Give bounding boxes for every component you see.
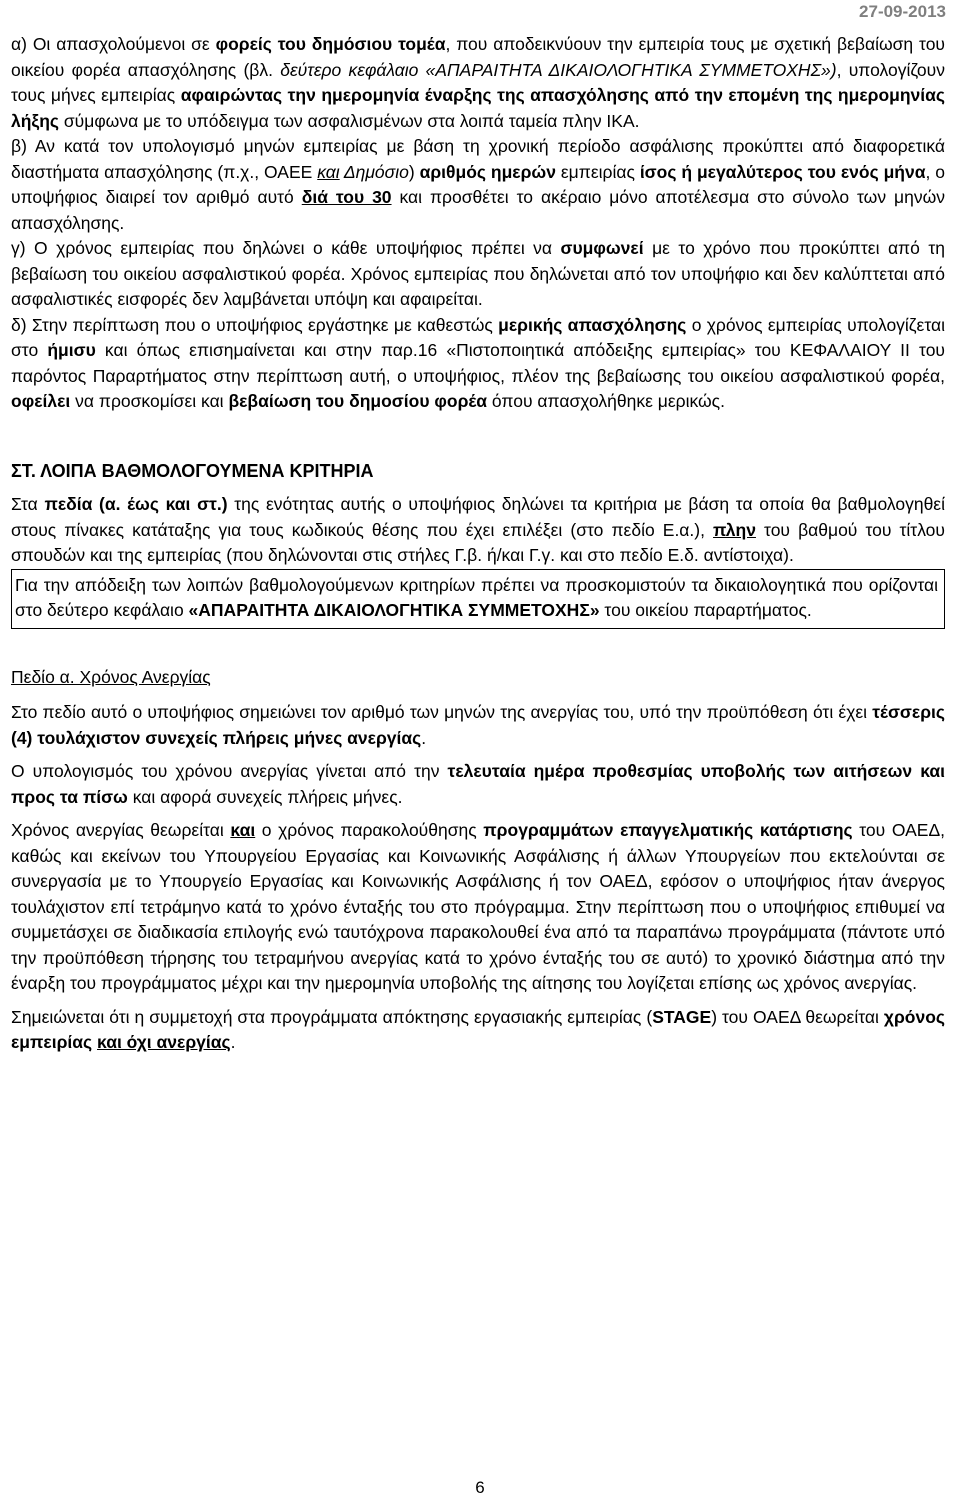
paragraph-unemployment-4: Σημειώνεται ότι η συμμετοχή στα προγράμματα απόκτησης εργασιακής εμπειρίας (STAGE) του ΟΑΕΔ θεωρείται χρόνος εμπειρίας και όχι ανεργίας. (11, 1006, 946, 1052)
page-number: 6 (475, 1478, 485, 1497)
paragraph-c: γ) Ο χρόνος εμπειρίας που δηλώνει ο κάθε υποψήφιος πρέπει να συμφωνεί με το χρόνο που προκύπτει από τη βεβαίωση του οικείου ασφαλιστικού φορέα. Χρόνος εμπειρίας που δηλώνεται από τον υποψήφιο και δεν καλύπτεται από ασφαλιστικές εισφορές δεν λαμβάνεται υπόψη και αφαιρείται. (11, 238, 945, 309)
paragraph-unemployment-3: Χρόνος ανεργίας θεωρείται και ο χρόνος παρακολούθησης προγραμμάτων επαγγελματικής κατάρτισης του ΟΑΕΔ, καθώς και εκείνων του Υπουργείου Εργασίας και Κοινωνικής Ασφάλισης ή άλλων Υπουργείων που εκτελούνται σε συνεργασία με το Υπουργείο Εργασίας και Κοινωνικής Ασφάλισης ή τον ΟΑΕΔ, εφόσον ο υποψήφιος ήταν άνεργος τουλάχιστον επί τετράμηνο κατά το χρόνο ένταξής του στο πρόγραμμα. Στην περίπτωση που ο υποψήφιος επιθυμεί να συμμετάσχει σε διαδικασία επιλογής ενώ ταυτόχρονα παρακολουθεί ένα από τα παραπάνω προγράμματα (πάντοτε υπό την προϋπόθεση τήρησης του τετραμήνου ανεργίας κατά το χρόνο ένταξής του σε αυτό) το χρονικό διάστημα από την έναρξη του προγράμματος μέχρι και την ημερομηνία υποβολής της αίτησης του λογίζεται επίσης ως χρόνος ανεργίας. (11, 820, 946, 993)
boxed-note: Για την απόδειξη των λοιπών βαθμολογούμενων κριτηρίων πρέπει να προσκομιστούν τα δικαιολογητικά που ορίζονται στο δεύτερο κεφάλαιο «ΑΠΑΡΑΙΤΗΤΑ ΔΙΚΑΙΟΛΟΓΗΤΙΚΑ ΣΥΜΜΕΤΟΧΗΣ» του οικείου παραρτήματος. (11, 569, 945, 629)
document-body (11, 32, 945, 1056)
paragraph-fields: Στα πεδία (α. έως και στ.) της ενότητας αυτής ο υποψήφιος δηλώνει τα κριτήρια με βάση τα οποία θα βαθμολογηθεί στους πίνακες κατάταξης για τους κωδικούς θέσης που έχει επιλέξει (στο πεδίο Ε.α.), πλην του βαθμού του τίτλου σπουδών και της εμπειρίας (που δηλώνονται στις στήλες Γ.β. ή/και Γ.γ. και στο πεδίο Ε.δ. αντίστοιχα). (11, 494, 945, 565)
paragraph-unemployment-2: Ο υπολογισμός του χρόνου ανεργίας γίνεται από την τελευταία ημέρα προθεσμίας υποβολής των αιτήσεων και προς τα πίσω και αφορά συνεχείς πλήρεις μήνες. (11, 761, 945, 807)
paragraph-d: δ) Στην περίπτωση που ο υποψήφιος εργάστηκε με καθεστώς μερικής απασχόλησης ο χρόνος εμπειρίας υπολογίζεται στο ήμισυ και όπως επισημαίνεται και στην παρ.16 «Πιστοποιητικά απόδειξης εμπειρίας» του ΚΕΦΑΛΑΙΟΥ ΙΙ του παρόντος Παραρτήματος στην περίπτωση αυτή, ο υποψήφιος, πλέον της βεβαίωσης του οικείου ασφαλιστικού φορέα, οφείλει να προσκομίσει και βεβαίωση του δημοσίου φορέα όπου απασχολήθηκε μερικώς. (11, 314, 946, 411)
page-date: 27-09-2013 (859, 2, 946, 21)
paragraph-a: α) Οι απασχολούμενοι σε φορείς του δημόσιου τομέα, που αποδεικνύουν την εμπειρία τους με σχετική βεβαίωση του οικείου φορέα απασχόλησης (βλ. δεύτερο κεφάλαιο «ΑΠΑΡΑΙΤΗΤΑ ΔΙΚΑΙΟΛΟΓΗΤΙΚΑ ΣΥΜΜΕΤΟΧΗΣ»), υπολογίζουν τους μήνες εμπειρίας αφαιρώντας την ημερομηνία έναρξης της απασχόλησης από την επομένη της ημερομηνίας λήξης σύμφωνα με το υπόδειγμα των ασφαλισμένων στα λοιπά ταμεία πλην ΙΚΑ. (11, 34, 946, 131)
paragraph-unemployment-1: Στο πεδίο αυτό ο υποψήφιος σημειώνει τον αριθμό των μηνών της ανεργίας του, υπό την προϋπόθεση ότι έχει τέσσερις (4) τουλάχιστον συνεχείς πλήρεις μήνες ανεργίας. (11, 702, 945, 748)
section-title: ΣΤ. ΛΟΙΠΑ ΒΑΘΜΟΛΟΓΟΥΜΕΝΑ ΚΡΙΤΗΡΙΑ (11, 460, 374, 481)
field-a-title: Πεδίο α. Χρόνος Ανεργίας (11, 666, 211, 687)
paragraph-b: β) Αν κατά τον υπολογισμό μηνών εμπειρίας με βάση τη χρονική περίοδο ασφάλισης προκύπτει από διαφορετικά διαστήματα απασχόλησης (π.χ., ΟΑΕΕ και Δημόσιο) αριθμός ημερών εμπειρίας ίσος ή μεγαλύτερος του ενός μήνα, ο υποψήφιος διαιρεί τον αριθμό αυτό διά του 30 και προσθέτει το ακέραιο μόνο αποτέλεσμα στο σύνολο των μηνών απασχόλησης. (11, 136, 945, 233)
